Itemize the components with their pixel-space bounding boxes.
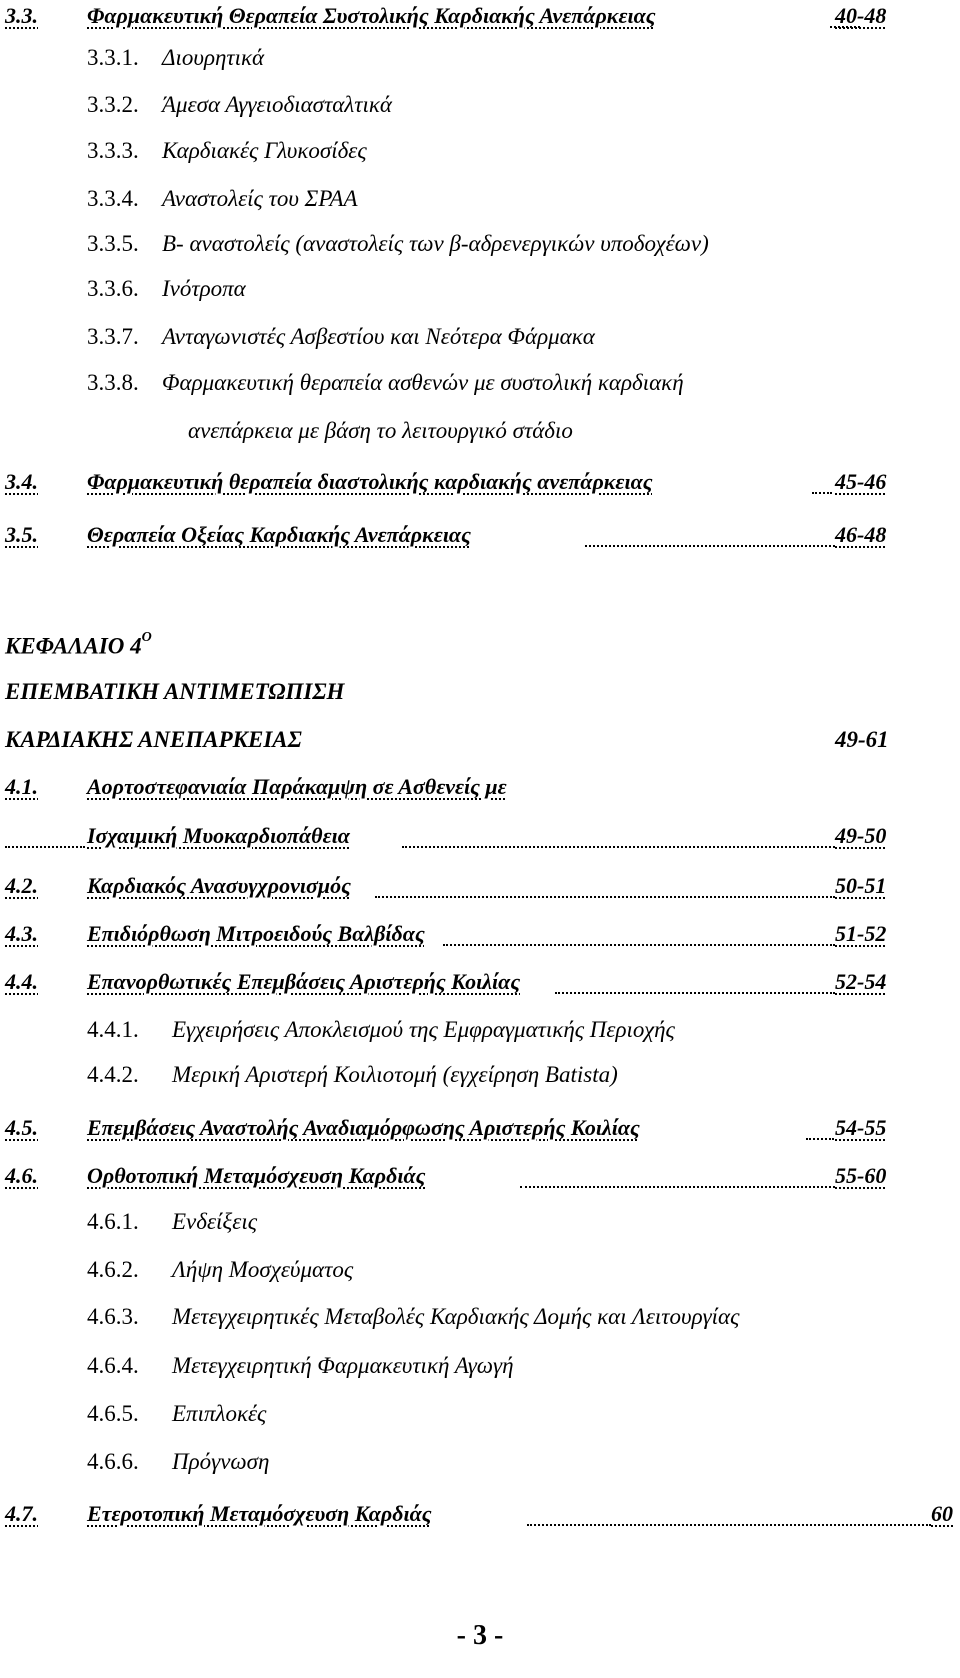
entry-number: 4.6.2. bbox=[87, 1257, 139, 1282]
entry-pages: 46-48 bbox=[835, 522, 887, 547]
dot-leader bbox=[812, 492, 832, 494]
entry-number: 4.4. bbox=[5, 969, 38, 994]
entry-title: Επιδιόρθωση Μιτροειδούς Βαλβίδας bbox=[87, 921, 425, 946]
entry-title: Λήψη Μοσχεύματος bbox=[172, 1257, 354, 1282]
entry-title: Επεμβάσεις Αναστολής Αναδιαμόρφωσης Αριστερής Κοιλίας bbox=[87, 1115, 640, 1140]
entry-pages: 40-48 bbox=[835, 3, 887, 28]
entry-number: 4.6. bbox=[5, 1163, 38, 1188]
chapter-title-line-1 bbox=[5, 678, 344, 706]
entry-title: Μετεγχειρητικές Μεταβολές Καρδιακής Δομής και Λειτουργίας bbox=[172, 1304, 740, 1329]
entry-title: Μερική Αριστερή Κοιλιοτομή (εγχείρηση Batista) bbox=[172, 1062, 618, 1087]
entry-number: 3.3. bbox=[5, 3, 38, 28]
dot-leader bbox=[520, 1186, 835, 1188]
entry-pages: 49-50 bbox=[835, 823, 887, 848]
dot-leader bbox=[806, 1138, 834, 1140]
chapter-title: ΕΠΕΜΒΑΤΙΚΗ ΑΝΤΙΜΕΤΩΠΙΣΗ bbox=[5, 679, 345, 704]
entry-title: Εγχειρήσεις Αποκλεισμού της Εμφραγματικής Περιοχής bbox=[172, 1017, 675, 1042]
entry-title: Θεραπεία Οξείας Καρδιακής Ανεπάρκειας bbox=[87, 522, 471, 547]
entry-pages: 60 bbox=[931, 1501, 953, 1526]
entry-title: Ετεροτοπική Μεταμόσχευση Καρδιάς bbox=[87, 1501, 432, 1526]
entry-title: Πρόγνωση bbox=[172, 1449, 270, 1474]
entry-number: 4.1. bbox=[5, 774, 38, 799]
entry-number: 4.2. bbox=[5, 873, 38, 898]
entry-number: 4.6.3. bbox=[87, 1304, 139, 1329]
entry-number: 4.6.1. bbox=[87, 1209, 139, 1234]
entry-number: 4.7. bbox=[5, 1501, 38, 1526]
entry-pages: 55-60 bbox=[835, 1163, 887, 1188]
chapter-label: ΚΕΦΑΛΑΙΟ 4 bbox=[5, 633, 142, 659]
entry-title: Β- αναστολείς (αναστολείς των β-αδρενεργικών υποδοχέων) bbox=[162, 231, 709, 256]
entry-pages: 45-46 bbox=[835, 469, 887, 494]
entry-title: Ορθοτοπική Μεταμόσχευση Καρδιάς bbox=[87, 1163, 426, 1188]
chapter-heading bbox=[5, 628, 152, 661]
entry-title: Επανορθωτικές Επεμβάσεις Αριστερής Κοιλίας bbox=[87, 969, 521, 994]
entry-title: Ανταγωνιστές Ασβεστίου και Νεότερα Φάρμακα bbox=[162, 324, 595, 349]
entry-pages: 54-55 bbox=[835, 1115, 887, 1140]
entry-number: 3.3.4. bbox=[87, 186, 139, 211]
entry-title: Αναστολείς του ΣΡΑΑ bbox=[162, 186, 358, 211]
entry-title: Καρδιακές Γλυκοσίδες bbox=[162, 138, 367, 163]
entry-number: 3.3.5. bbox=[87, 231, 139, 256]
entry-title: Ενδείξεις bbox=[172, 1209, 258, 1234]
entry-pages: 52-54 bbox=[835, 969, 887, 994]
dot-leader bbox=[443, 944, 835, 946]
entry-number: 4.4.2. bbox=[87, 1062, 139, 1087]
entry-title: Καρδιακός Ανασυγχρονισμός bbox=[87, 873, 351, 898]
entry-number: 4.3. bbox=[5, 921, 38, 946]
entry-title: Αορτοστεφανιαία Παράκαμψη σε Ασθενείς με bbox=[87, 774, 507, 799]
entry-number: 3.3.6. bbox=[87, 276, 139, 301]
entry-number: 3.3.8. bbox=[87, 370, 139, 395]
chapter-superscript: Ο bbox=[141, 630, 152, 645]
chapter-title: ΚΑΡΔΙΑΚΗΣ ΑΝΕΠΑΡΚΕΙΑΣ bbox=[5, 727, 302, 752]
entry-title: Φαρμακευτική θεραπεία ασθενών με συστολική καρδιακή bbox=[162, 370, 684, 395]
entry-number: 3.3.2. bbox=[87, 92, 139, 117]
entry-number: 4.6.5. bbox=[87, 1401, 139, 1426]
entry-title: Διουρητικά bbox=[162, 45, 265, 70]
entry-title: Ινότροπα bbox=[162, 276, 246, 301]
entry-number: 3.3.1. bbox=[87, 45, 139, 70]
page-number: - 3 - bbox=[456, 1620, 504, 1651]
entry-pages: 50-51 bbox=[835, 873, 887, 898]
entry-title-continuation: Ισχαιμική Μυοκαρδιοπάθεια bbox=[87, 823, 350, 848]
dot-leader bbox=[375, 896, 835, 898]
entry-title: Επιπλοκές bbox=[172, 1401, 267, 1426]
dot-leader bbox=[555, 992, 835, 994]
entry-number: 3.3.3. bbox=[87, 138, 139, 163]
entry-title: Φαρμακευτική θεραπεία διαστολικής καρδιακής ανεπάρκειας bbox=[87, 469, 653, 494]
entry-number: 4.4.1. bbox=[87, 1017, 139, 1042]
entry-number: 3.3.7. bbox=[87, 324, 139, 349]
dot-leader bbox=[527, 1524, 931, 1526]
entry-title: Άμεσα Αγγειοδιασταλτικά bbox=[162, 92, 392, 117]
entry-number: 4.6.6. bbox=[87, 1449, 139, 1474]
entry-title: Φαρμακευτική Θεραπεία Συστολικής Καρδιακής Ανεπάρκειας bbox=[87, 3, 656, 28]
entry-number: 4.6.4. bbox=[87, 1353, 139, 1378]
chapter-pages: 49-61 bbox=[835, 727, 889, 752]
entry-number: 3.4. bbox=[5, 469, 38, 494]
entry-number: 4.5. bbox=[5, 1115, 38, 1140]
dot-leader bbox=[585, 545, 835, 547]
dot-leader bbox=[402, 846, 835, 848]
entry-title: Μετεγχειρητική Φαρμακευτική Αγωγή bbox=[172, 1353, 514, 1378]
entry-pages: 51-52 bbox=[835, 921, 887, 946]
entry-number: 3.5. bbox=[5, 522, 38, 547]
entry-title-continuation: ανεπάρκεια με βάση το λειτουργικό στάδιο bbox=[188, 418, 573, 443]
dot-leader bbox=[5, 846, 85, 848]
